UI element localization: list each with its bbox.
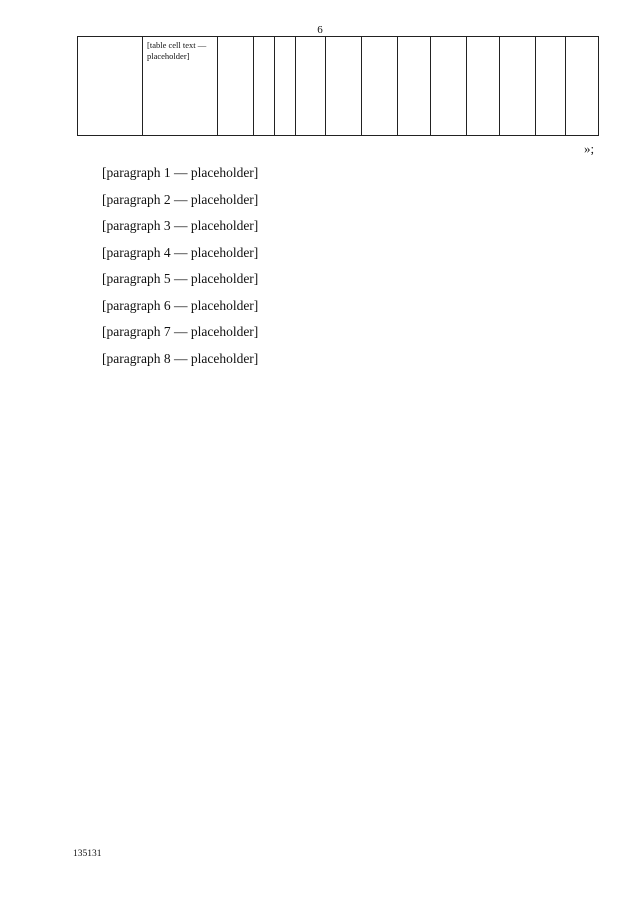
paragraph: [paragraph 7 — placeholder] xyxy=(102,324,259,339)
table-cell-value xyxy=(296,37,326,136)
table-closing-mark: »; xyxy=(584,141,595,156)
table-cell-value xyxy=(467,37,500,136)
table-cell-value xyxy=(218,37,254,136)
table-cell-value xyxy=(431,37,467,136)
table-cell-value xyxy=(500,37,536,136)
document-body xyxy=(74,160,600,372)
table-cell-text: [table cell text — placeholder] xyxy=(147,40,207,61)
table-cell-value xyxy=(362,37,398,136)
table-fragment xyxy=(77,36,599,136)
table-cell-value xyxy=(398,37,431,136)
table-cell-empty xyxy=(78,37,143,136)
table-row xyxy=(78,37,599,136)
table-cell-value xyxy=(275,37,296,136)
paragraph: [paragraph 6 — placeholder] xyxy=(102,297,259,313)
table-cell-value xyxy=(566,37,599,136)
paragraph: [paragraph 4 — placeholder] xyxy=(102,244,259,260)
paragraph: [paragraph 5 — placeholder] xyxy=(102,271,259,286)
table-cell-value xyxy=(326,37,362,136)
page-number: 6 xyxy=(317,24,323,36)
table-cell-value xyxy=(254,37,275,136)
table-cell-indicator xyxy=(143,37,218,136)
paragraph: [paragraph 8 — placeholder] xyxy=(102,350,259,366)
paragraph: [paragraph 2 — placeholder] xyxy=(102,191,259,207)
paragraph: [paragraph 3 — placeholder] xyxy=(102,218,259,233)
table-cell-value xyxy=(536,37,566,136)
paragraph: [paragraph 1 — placeholder] xyxy=(102,165,259,180)
document-code: 135131 xyxy=(73,849,102,859)
